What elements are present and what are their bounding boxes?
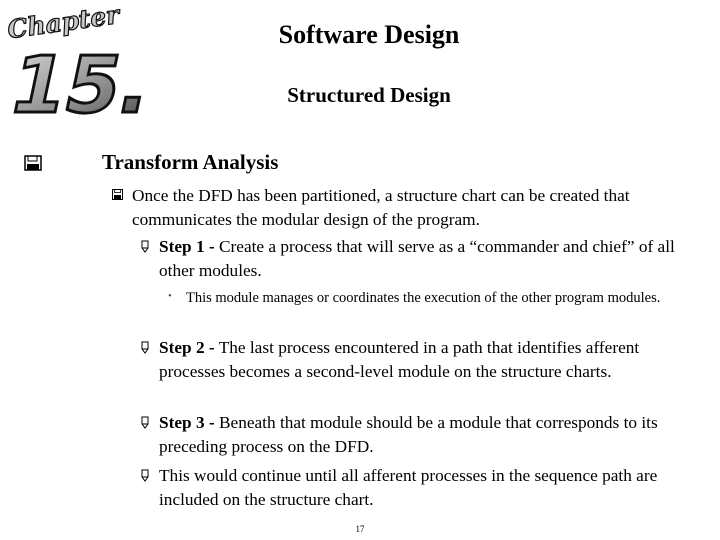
slide-subtitle: Structured Design [287, 83, 451, 107]
intro-paragraph: Once the DFD has been partitioned, a structure chart can be created that communicates the modular design of the program. [132, 186, 630, 229]
pencil-icon [140, 239, 150, 253]
step-2 [159, 336, 699, 384]
bullet-dot-icon: • [168, 290, 172, 302]
step-3 [159, 411, 699, 459]
section-heading: Transform Analysis [102, 150, 279, 174]
step-text: Create a process that will serve as a “commander and chief” of all other modules. [159, 237, 675, 280]
step-text: The last process encountered in a path that identifies afferent processes becomes a second-level module on the structure charts. [159, 338, 640, 381]
pencil-icon [140, 415, 150, 429]
page-number: 17 [355, 524, 365, 534]
step-label: Step 1 - [159, 237, 215, 256]
pencil-icon [140, 340, 150, 354]
logo-number: 15. [2, 39, 160, 131]
logo-word: Chapter [5, 0, 122, 45]
slide-title: Software Design [278, 20, 460, 49]
step-label: Step 2 - [159, 338, 215, 357]
pencil-icon [140, 468, 150, 482]
floppy-disk-icon [112, 189, 123, 200]
sub-point: This module manages or coordinates the execution of the other program modules. [186, 290, 661, 306]
step-1 [159, 235, 699, 283]
step-label: Step 3 - [159, 413, 215, 432]
step-text: This would continue until all afferent processes in the sequence path are included on the structure chart. [159, 466, 658, 509]
step-4 [159, 464, 699, 512]
floppy-disk-icon [24, 155, 42, 171]
step-text: Beneath that module should be a module that corresponds to its preceding process on the DFD. [159, 413, 658, 456]
